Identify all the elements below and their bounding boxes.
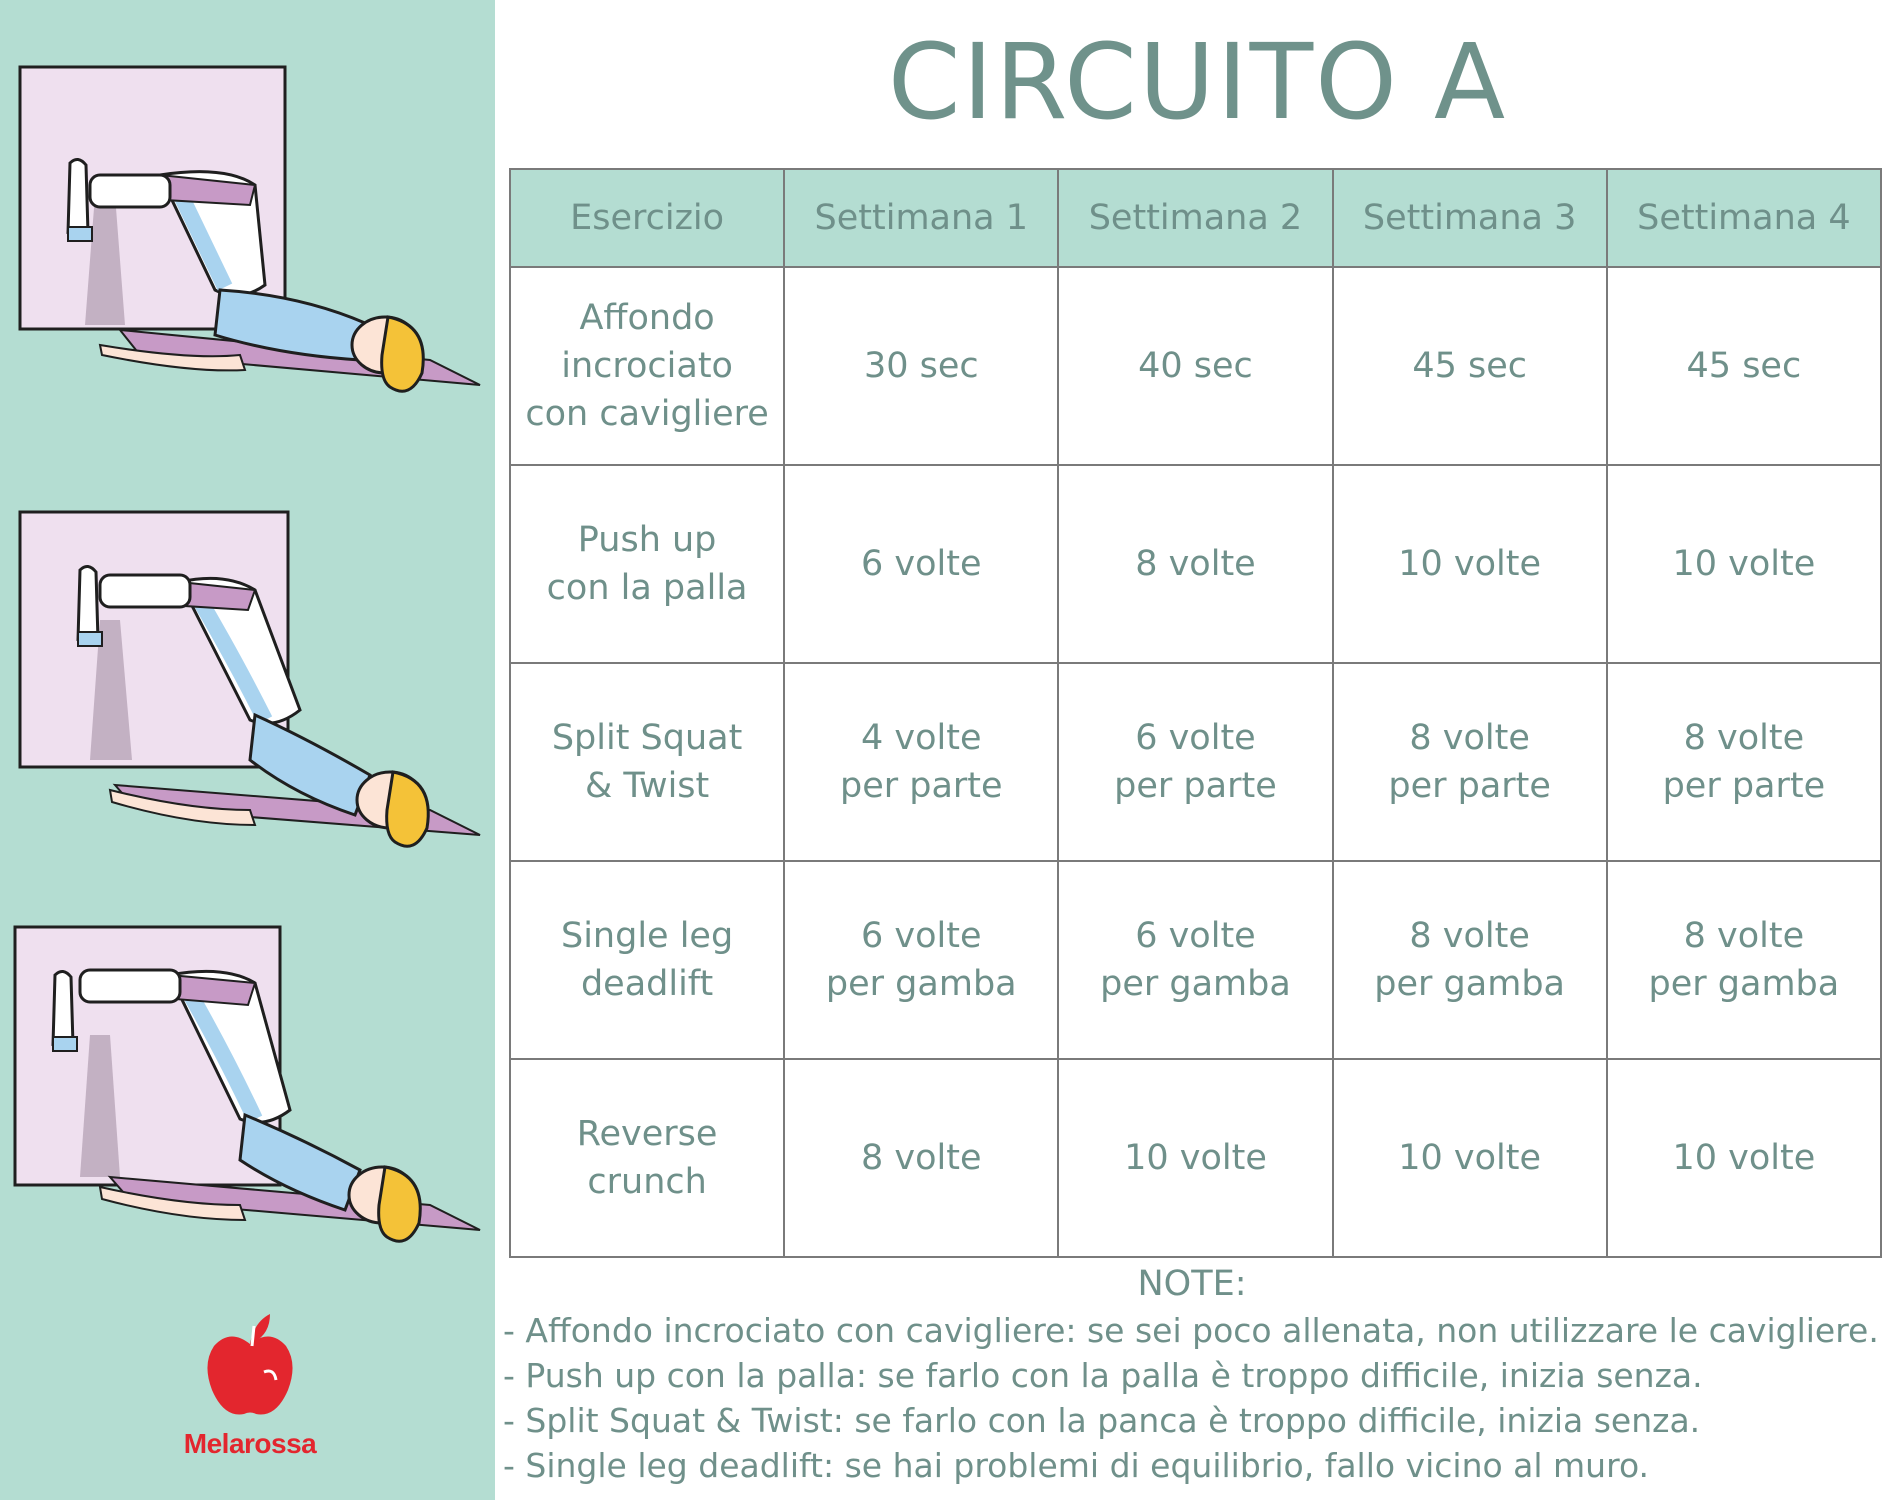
- exercise-line: con la palla: [546, 568, 748, 608]
- cell-line: 10 volte: [1672, 1138, 1816, 1178]
- cell-line: 10 volte: [1398, 1138, 1542, 1178]
- training-table: [509, 168, 1882, 1258]
- week-cell: [784, 1059, 1058, 1257]
- cell-line: 8 volte: [1683, 916, 1805, 956]
- cell-line: 30 sec: [863, 346, 979, 386]
- exercise-line: Affondo: [579, 298, 715, 338]
- cell-line: 8 volte: [1409, 916, 1530, 956]
- notes-list: [503, 1308, 1893, 1488]
- note-item: - Split Squat & Twist: se farlo con la panca è troppo difficile, inizia senza.: [503, 1401, 1701, 1440]
- cell-line: per parte: [1662, 766, 1826, 806]
- table-header-row: [510, 169, 1881, 267]
- week-cell: [1058, 1059, 1332, 1257]
- week-cell: [784, 465, 1058, 663]
- week-cell: [1333, 267, 1607, 465]
- week-cell: [1333, 663, 1607, 861]
- notes-title: NOTE:: [1137, 1264, 1247, 1304]
- exercise-line: con cavigliere: [525, 394, 769, 434]
- cell-line: per parte: [1114, 766, 1277, 806]
- note-item: - Affondo incrociato con cavigliere: se sei poco allenata, non utilizzare le cavigliere.: [503, 1311, 1879, 1350]
- week-cell: [1333, 465, 1607, 663]
- cell-line: 8 volte: [1409, 718, 1530, 758]
- exercise-line: & Twist: [584, 766, 710, 806]
- week-cell: [1333, 861, 1607, 1059]
- week-cell: [1058, 663, 1332, 861]
- cell-line: 6 volte: [861, 916, 982, 956]
- week-cell: [1607, 861, 1881, 1059]
- exercise-line: Single leg: [560, 916, 734, 956]
- exercise-cell: [510, 663, 784, 861]
- week-cell: [1058, 861, 1332, 1059]
- brand-name: Melarossa: [183, 1428, 317, 1459]
- illustration-wall-hip-bridge-high: [10, 510, 490, 910]
- header-exercise: Esercizio: [510, 169, 784, 267]
- exercise-line: Split Squat: [551, 718, 743, 758]
- table-row: [510, 465, 1881, 663]
- cell-line: per gamba: [1648, 964, 1840, 1004]
- exercise-line: Reverse: [576, 1114, 718, 1154]
- header-week-1: Settimana 1: [784, 169, 1058, 267]
- header-week-4: Settimana 4: [1607, 169, 1881, 267]
- table-row: [510, 861, 1881, 1059]
- cell-line: 8 volte: [1683, 718, 1805, 758]
- week-cell: [1607, 465, 1881, 663]
- illustration-wall-hip-bridge-low: [10, 55, 490, 455]
- week-cell: [1058, 267, 1332, 465]
- cell-line: per gamba: [1100, 964, 1291, 1004]
- week-cell: [1607, 1059, 1881, 1257]
- exercise-line: deadlift: [580, 964, 714, 1004]
- exercise-cell: [510, 1059, 784, 1257]
- note-item: - Push up con la palla: se farlo con la palla è troppo difficile, inizia senza.: [503, 1356, 1703, 1395]
- week-cell: [1607, 663, 1881, 861]
- week-cell: [1333, 1059, 1607, 1257]
- illustration-wall-hip-bridge-band: [10, 915, 490, 1315]
- exercise-line: crunch: [587, 1162, 707, 1202]
- exercise-line: incrociato: [561, 346, 733, 386]
- page-title: CIRCUITO A: [887, 21, 1508, 143]
- table-row: [510, 663, 1881, 861]
- cell-line: per parte: [839, 766, 1003, 806]
- cell-line: 10 volte: [1672, 544, 1816, 584]
- cell-line: 45 sec: [1686, 346, 1802, 386]
- exercise-cell: [510, 861, 784, 1059]
- cell-line: 4 volte: [861, 718, 982, 758]
- header-week-3: Settimana 3: [1333, 169, 1607, 267]
- week-cell: [1607, 267, 1881, 465]
- header-week-2: Settimana 2: [1058, 169, 1332, 267]
- cell-line: 10 volte: [1124, 1138, 1267, 1178]
- cell-line: 6 volte: [1135, 718, 1256, 758]
- week-cell: [1058, 465, 1332, 663]
- week-cell: [784, 861, 1058, 1059]
- cell-line: per gamba: [1374, 964, 1565, 1004]
- left-sidebar: [0, 0, 495, 1500]
- apple-icon: [204, 1310, 296, 1422]
- cell-line: per parte: [1388, 766, 1551, 806]
- cell-line: 6 volte: [861, 544, 982, 584]
- cell-line: 6 volte: [1135, 916, 1256, 956]
- cell-line: 8 volte: [1135, 544, 1256, 584]
- cell-line: 40 sec: [1138, 346, 1253, 386]
- exercise-cell: [510, 465, 784, 663]
- note-item: - Single leg deadlift: se hai problemi di equilibrio, fallo vicino al muro.: [503, 1446, 1650, 1485]
- table-row: [510, 267, 1881, 465]
- melarossa-logo[interactable]: [175, 1310, 325, 1460]
- cell-line: per gamba: [825, 964, 1017, 1004]
- cell-line: 45 sec: [1412, 346, 1527, 386]
- notes-section: [503, 1262, 1893, 1488]
- exercise-line: Push up: [577, 520, 717, 560]
- cell-line: 10 volte: [1398, 544, 1542, 584]
- table-row: [510, 1059, 1881, 1257]
- exercise-cell: [510, 267, 784, 465]
- cell-line: 8 volte: [861, 1138, 982, 1178]
- week-cell: [784, 663, 1058, 861]
- week-cell: [784, 267, 1058, 465]
